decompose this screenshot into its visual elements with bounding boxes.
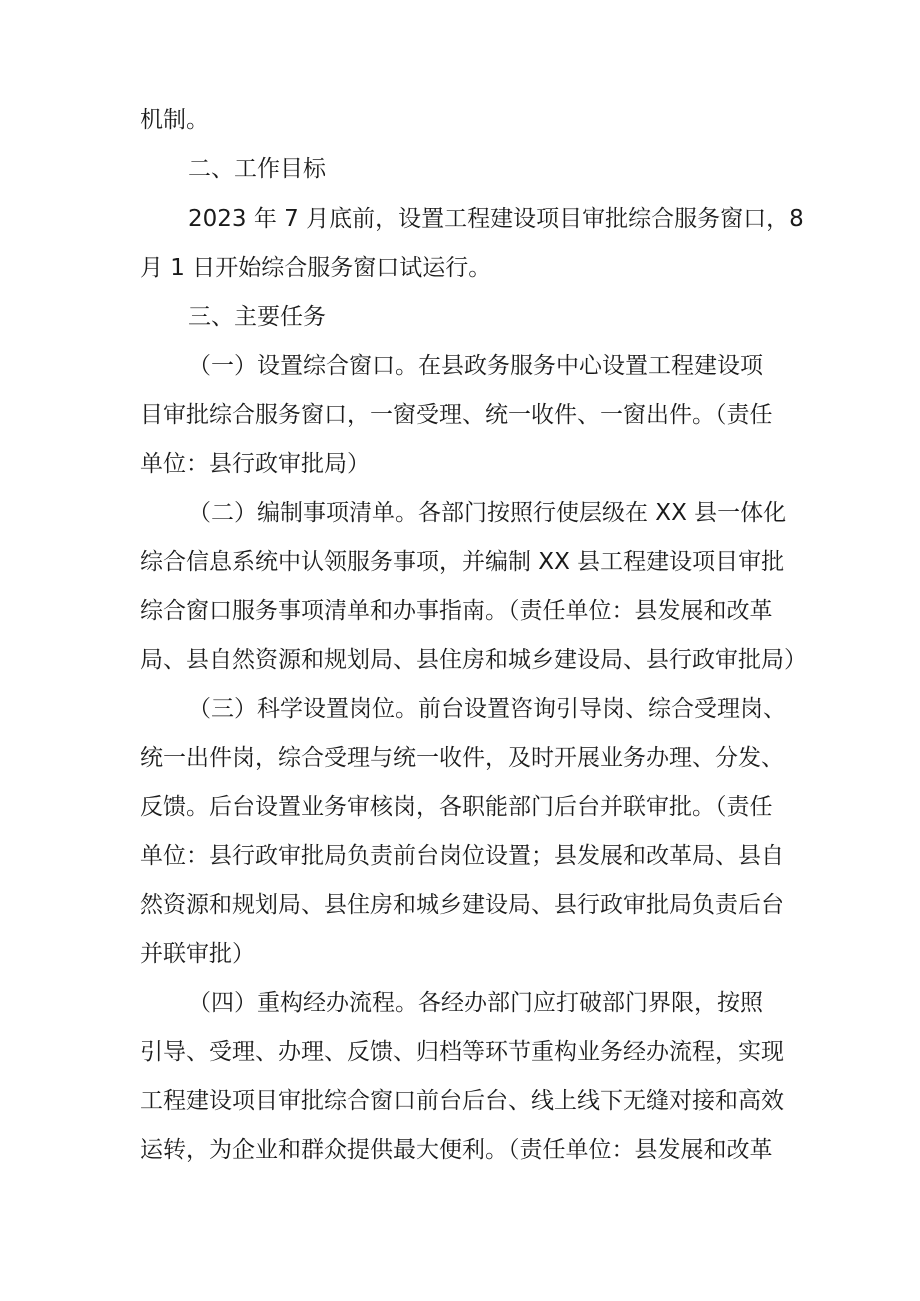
text-line: （三）科学设置岗位。前台设置咨询引导岗、综合受理岗、 <box>188 696 786 722</box>
text-line: 局、县自然资源和规划局、县住房和城乡建设局、县行政审批局） <box>140 647 807 673</box>
text-line: （一）设置综合窗口。在县政务服务中心设置工程建设项 <box>188 353 763 379</box>
text-line: 然资源和规划局、县住房和城乡建设局、县行政审批局负责后台 <box>140 892 784 918</box>
text-line: 工程建设项目审批综合窗口前台后台、线上线下无缝对接和高效 <box>140 1088 784 1114</box>
text-line: 统一出件岗，综合受理与统一收件，及时开展业务办理、分发、 <box>140 745 784 771</box>
text-line: 单位：县行政审批局） <box>140 451 370 477</box>
text-line: 综合窗口服务事项清单和办事指南。（责任单位：县发展和改革 <box>140 598 773 624</box>
text-line: 单位：县行政审批局负责前台岗位设置；县发展和改革局、县自 <box>140 843 784 869</box>
text-line: （二）编制事项清单。各部门按照行使层级在 XX 县一体化 <box>188 500 787 526</box>
text-line: （四）重构经办流程。各经办部门应打破部门界限，按照 <box>188 990 763 1016</box>
section-heading: 三、主要任务 <box>188 304 326 330</box>
text-line: 月 1 日开始综合服务窗口试运行。 <box>140 255 492 281</box>
text-line: 并联审批） <box>140 941 255 967</box>
text-line: 引导、受理、办理、反馈、归档等环节重构业务经办流程，实现 <box>140 1039 784 1065</box>
text-line: 运转，为企业和群众提供最大便利。（责任单位：县发展和改革 <box>140 1137 773 1163</box>
text-line: 反馈。后台设置业务审核岗，各职能部门后台并联审批。（责任 <box>140 794 773 820</box>
text-line: 机制。 <box>140 107 209 133</box>
text-line: 目审批综合服务窗口，一窗受理、统一收件、一窗出件。（责任 <box>140 402 773 428</box>
text-line: 2023 年 7 月底前，设置工程建设项目审批综合服务窗口，8 <box>188 206 804 232</box>
text-line: 综合信息系统中认领服务事项，并编制 XX 县工程建设项目审批 <box>140 549 785 575</box>
section-heading: 二、工作目标 <box>188 156 326 182</box>
